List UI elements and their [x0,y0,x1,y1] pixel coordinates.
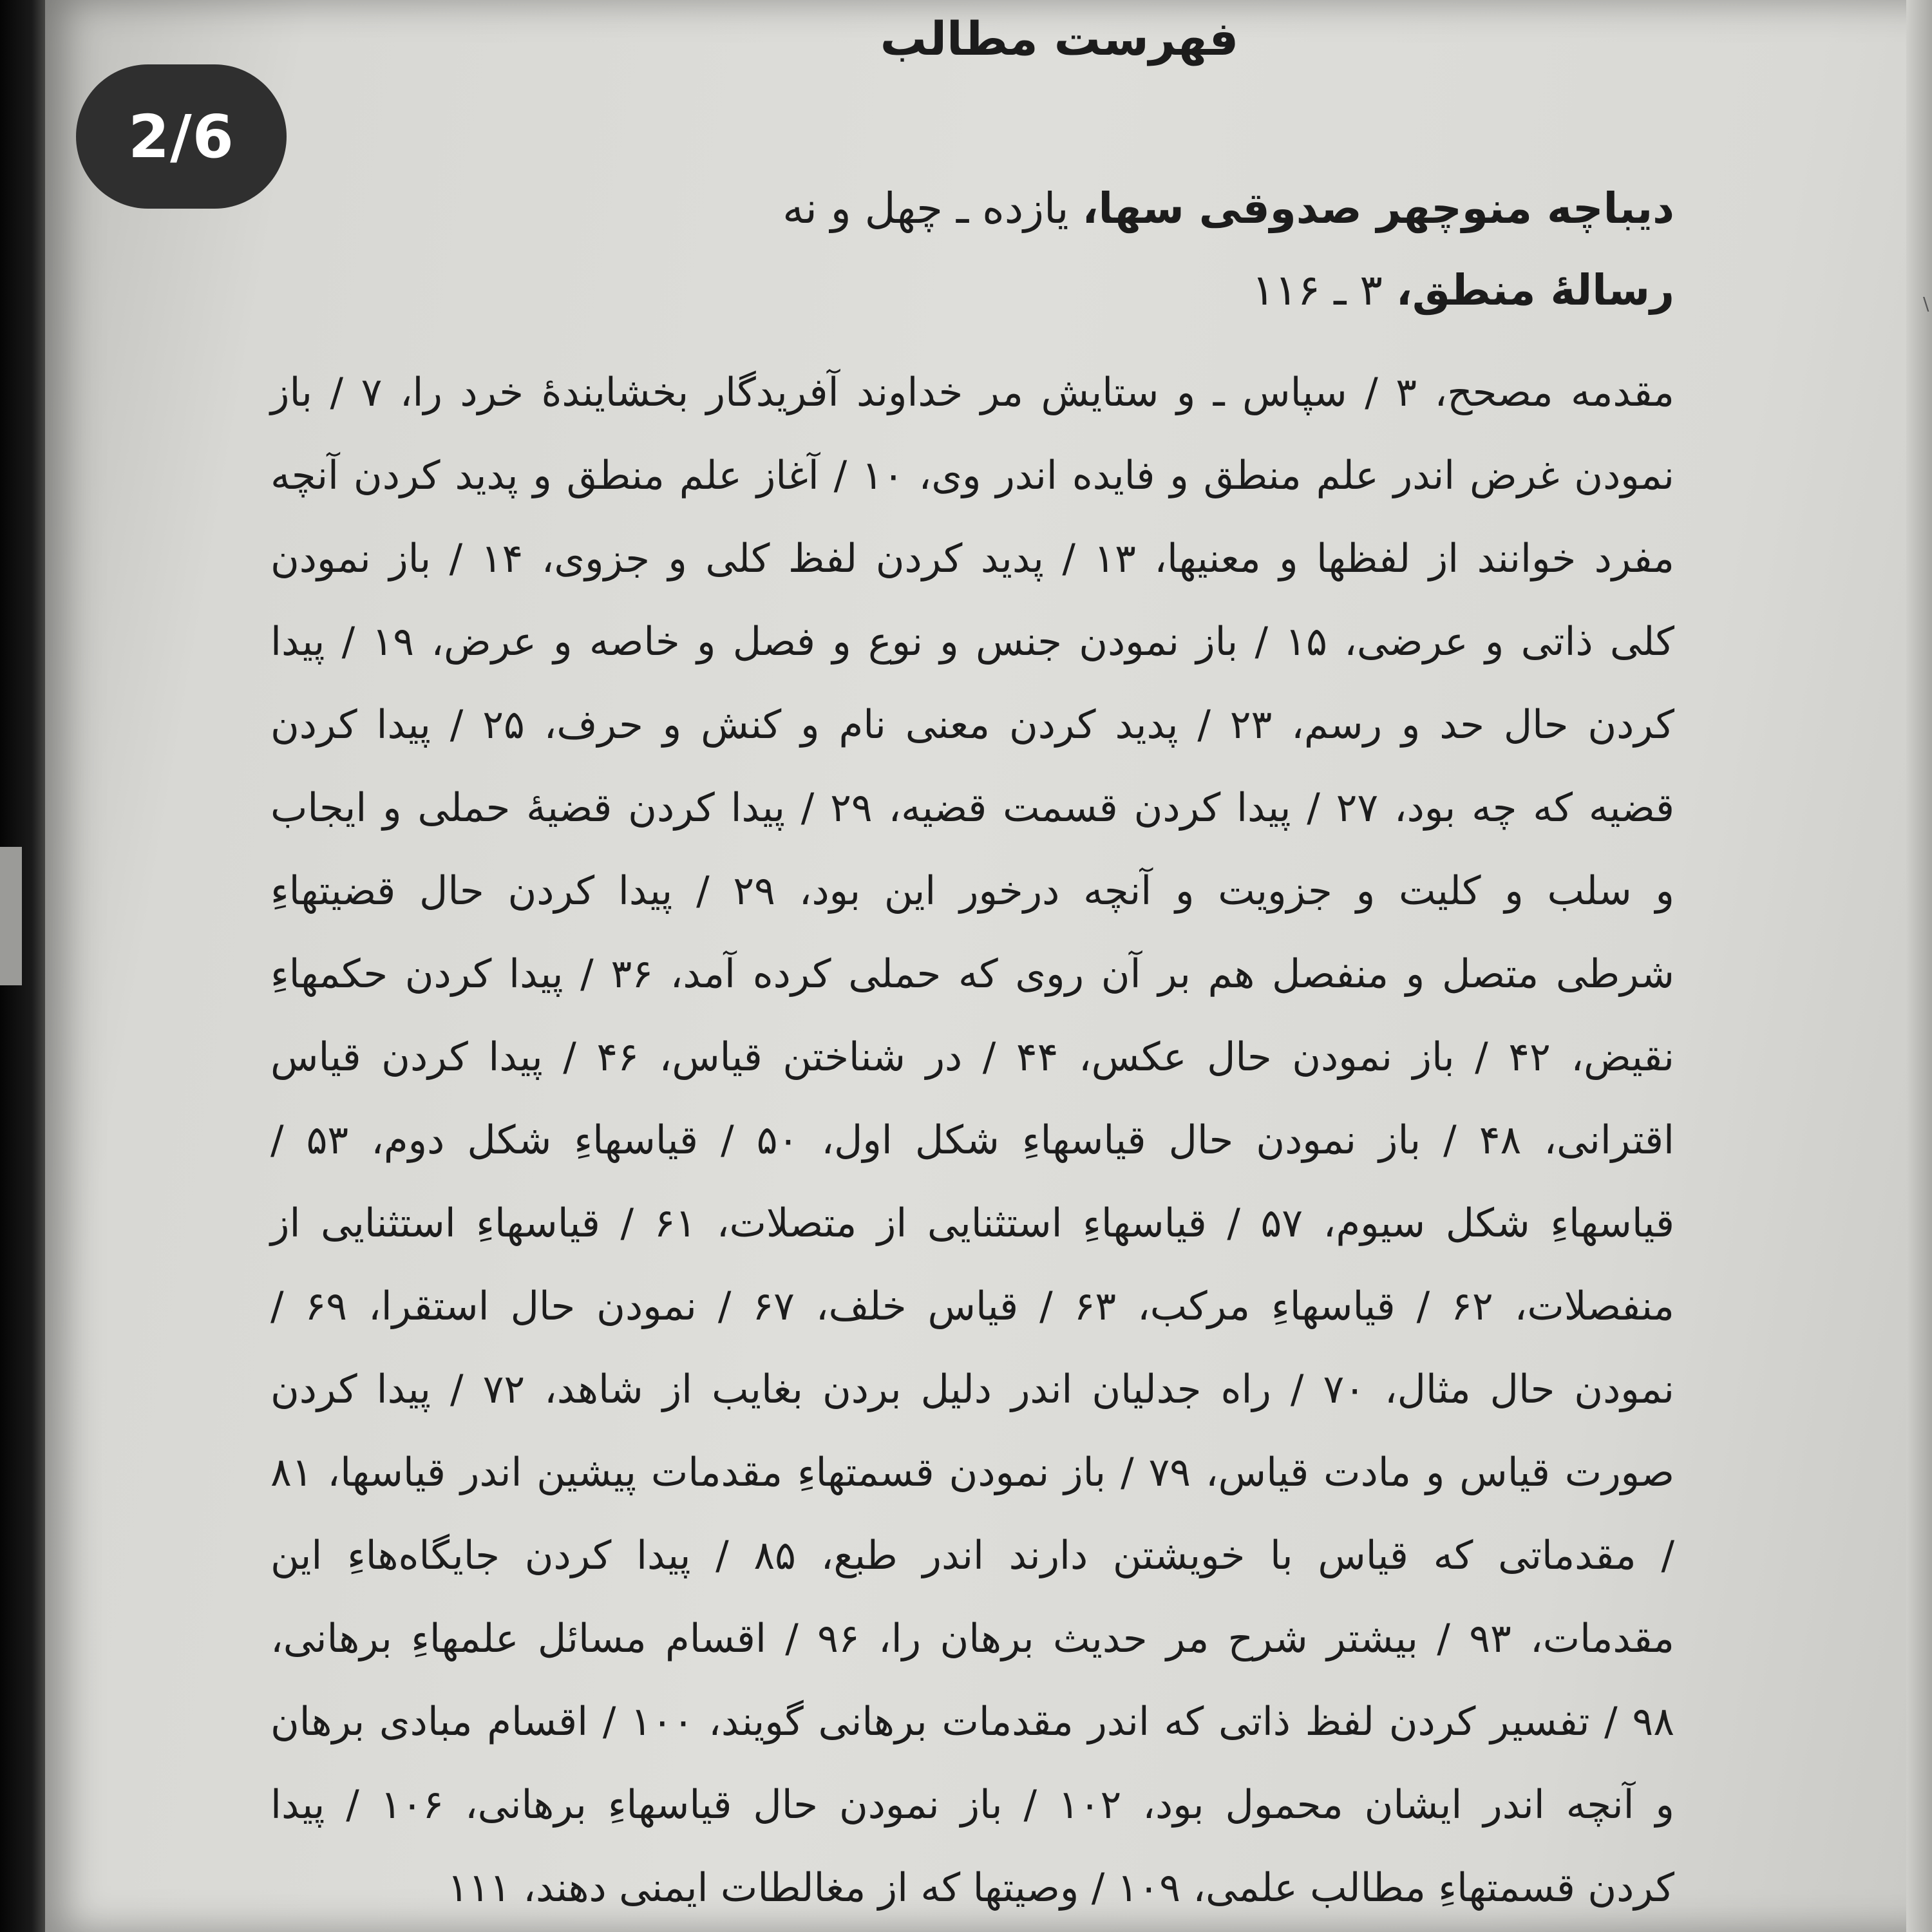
gallery-side-handle[interactable] [0,847,22,985]
toc-line: کلی ذاتی و عرضی، ۱۵ / باز نمودن جنس و نوع و فصل و خاصه و عرض، ۱۹ / پیدا [270,619,1674,665]
toc-line: و آنچه اندر ایشان محمول بود، ۱۰۲ / باز نمودن حال قیاسهاءِ برهانی، ۱۰۶ / پیدا [270,1782,1674,1828]
toc-line: مفرد خوانند از لفظها و معنیها، ۱۳ / پدید کردن لفظ کلی و جزوی، ۱۴ / باز نمودن [270,536,1674,582]
toc-line: صورت قیاس و مادت قیاس، ۷۹ / باز نمودن قسمتهاءِ مقدمات پیشین اندر قیاسها، ۸۱ [270,1450,1674,1495]
page-title: فهرست مطالب [880,12,1239,66]
entry-pages: ۳ ـ ۱۱۶ [1251,265,1396,315]
toc-line: و سلب و کلیت و جزویت و آنچه درخور این بود، ۲۹ / پیدا کردن حال قضیتهاءِ [270,868,1674,914]
toc-line: کردن قسمتهاءِ مطالب علمی، ۱۰۹ / وصیتها که از مغالطات ایمنی دهند، ۱۱۱ [447,1865,1674,1911]
entry-name: دیباچه منوچهر صدوقی سها، [1082,184,1674,233]
toc-line: قضیه که چه بود، ۲۷ / پیدا کردن قسمت قضیه، ۲۹ / پیدا کردن قضیهٔ حملی و ایجاب [270,785,1674,831]
toc-line: / مقدماتی که قیاس با خویشتن دارند اندر طبع، ۸۵ / پیدا کردن جایگاه‌هاءِ این [270,1533,1674,1578]
toc-entry-preface [782,184,1674,233]
entry-name: رسالهٔ منطق، [1396,265,1674,315]
entry-pages: یازده ـ چهل و نه [782,184,1083,233]
toc-paragraph [270,351,1674,1929]
toc-line: اقترانی، ۴۸ / باز نمودن حال قیاسهاءِ شکل اول، ۵۰ / قیاسهاءِ شکل دوم، ۵۳ / [270,1117,1674,1163]
edge-mark: \ [1923,293,1929,314]
toc-line: کردن حال حد و رسم، ۲۳ / پدید کردن معنی نام و کنش و حرف، ۲۵ / پیدا کردن [270,702,1674,748]
toc-line: شرطی متصل و منفصل هم بر آن روی که حملی کرده آمد، ۳۶ / پیدا کردن حکمهاءِ [270,951,1674,997]
toc-line: نمودن حال مثال، ۷۰ / راه جدلیان اندر دلیل بردن بغایب از شاهد، ۷۲ / پیدا کردن [270,1367,1675,1412]
toc-line: مقدمه مصحح، ۳ / سپاس ـ و ستایش مر خداوند آفریدگار بخشایندهٔ خرد را، ۷ / باز [270,370,1674,415]
toc-line: قیاسهاءِ شکل سیوم، ۵۷ / قیاسهاءِ استثنایی از متصلات، ۶۱ / قیاسهاءِ استثنایی از [270,1200,1674,1246]
toc-line: نمودن غرض اندر علم منطق و فایده اندر وی، ۱۰ / آغاز علم منطق و پدید کردن آنچه [270,453,1674,498]
toc-line: مقدمات، ۹۳ / بیشتر شرح مر حدیث برهان را، ۹۶ / اقسام مسائل علمهاءِ برهانی، [270,1616,1674,1662]
page-right-edge [1906,0,1932,1932]
page-indicator-badge: 2/6 [76,64,287,209]
toc-line: منفصلات، ۶۲ / قیاسهاءِ مرکب، ۶۳ / قیاس خلف، ۶۷ / نمودن حال استقرا، ۶۹ / [270,1283,1674,1329]
toc-line: نقیض، ۴۲ / باز نمودن حال عکس، ۴۴ / در شناختن قیاس، ۴۶ / پیدا کردن قیاس [270,1034,1674,1080]
toc-entry-logic-treatise [1252,265,1674,315]
toc-line: ۹۸ / تفسیر کردن لفظ ذاتی که اندر مقدمات برهانی گویند، ۱۰۰ / اقسام مبادی برهان [270,1699,1674,1745]
